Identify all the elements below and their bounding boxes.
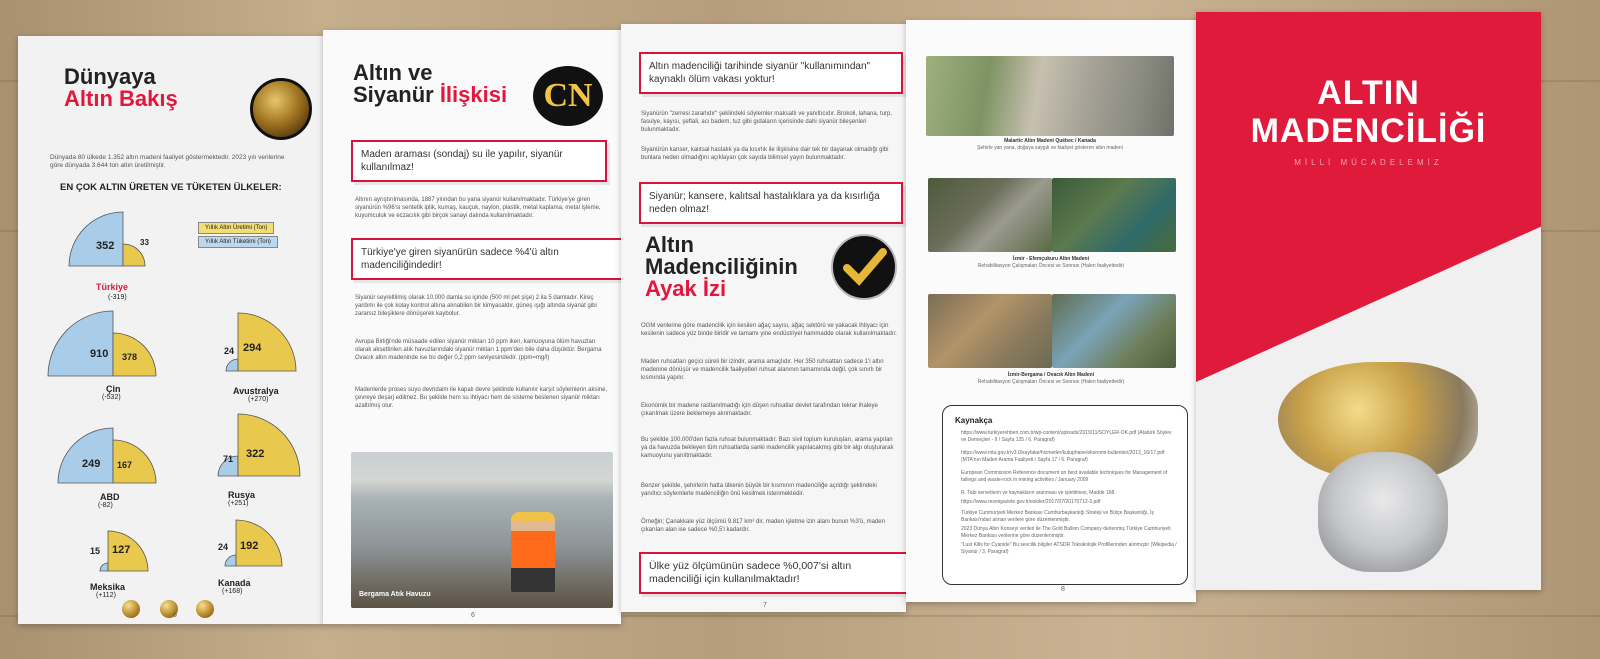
kanada-delta: (+168) xyxy=(222,588,243,595)
kanada-consumption-wedge xyxy=(225,555,236,566)
panel-world-gold-view xyxy=(18,36,323,624)
sources-title: Kaynakça xyxy=(955,416,993,425)
box-four-percent: Türkiye'ye giren siyanürün sadece %4'ü altın madenciliğindedir! xyxy=(351,238,621,280)
abd-consumption-wedge xyxy=(58,428,113,483)
title-line1: Altın xyxy=(645,232,694,257)
sources-box xyxy=(942,405,1188,585)
panel-gold-cyanide xyxy=(323,30,621,624)
cin-name: Çin xyxy=(106,384,121,394)
turkiye-production-wedge xyxy=(123,244,145,266)
para-history: Altının ayrıştırılmasında, 1887 yılından bu yana siyanür kullanılmaktadır. Türkiye'ye giren siyanürün %96'sı sentetik iplik, kumaş, kauçuk, naylon, plastik, metal kaplama, metal işleme, kuyumculuk ve eczacılık gibi birçok sanayi dalında kullanılmaktadır. xyxy=(355,197,601,219)
panel1-intro: Dünyada 80 ülkede 1.352 altın madeni faaliyet göstermektedir. 2023 yılı verilerine göre dünyada 3.644 ton altın üretilmiştir. xyxy=(50,154,285,169)
brochure xyxy=(18,12,1563,647)
para-cancer: Siyanürün kanser, kalıtsal hastalık ya da kısırlık ile ilişkisine dair tek bir dayanak olmadığı gibi bunlara neden olmadığını açıklayan çok sayıda bilimsel yayın bulunmaktadır. xyxy=(641,147,889,161)
source-item: R. Tabi servetlerin ve kaynakların aranması ve işletilmesi, Madde 168. xyxy=(961,490,1116,496)
title-line2a: Siyanür xyxy=(353,82,440,107)
efemcukuru-before-photo xyxy=(928,178,1052,252)
turkiye-production-value: 33 xyxy=(140,238,149,247)
cover-title-line2: MADENCİLİĞİ xyxy=(1250,112,1487,150)
photo-caption: Bergama Atık Havuzu xyxy=(359,591,431,598)
source-item: "Lust Kills for Cyanide" Bu sevcilik bilgiler ATSDR Toksikolojik Profillerinden alınmıştır (Wikipedia / Siyanür / 3. Paragraf) xyxy=(961,542,1177,555)
cn-logo-text: CN xyxy=(543,77,593,114)
cover-subtitle: MİLLİ MÜCADELEMİZ xyxy=(1294,158,1443,167)
turkiye-consumption-value: 352 xyxy=(96,240,115,252)
panel-mine-examples xyxy=(906,20,1196,602)
kanada-production-value: 192 xyxy=(240,540,259,552)
meksika-name: Meksika xyxy=(90,582,126,592)
para-eu-limit: Avrupa Birliği'nde müsaade edilen siyanür miktarı 10 ppm iken, kamuoyuna ölüm havuzları olarak aksettirilen atık havuzlarındaki siyanür miktarı 1 ppm'den bile daha düşüktür. Bergama Ovacık altın madeninde ise bu değer 0,2 ppm seviyesindedir. (ppm=mg/l) xyxy=(355,339,602,361)
gold-ball-icon xyxy=(196,600,214,618)
box-no-cancer: Siyanür; kansere, kalıtsal hastalıklara ya da kısırlığa neden olmaz! xyxy=(639,182,903,224)
para-trees: OGM verilerine göre madencilik için kesilen ağaç sayısı, ağaç sektörü ve yakacak ihtiyacı için kesilenin sadece yüz binde biridir ve tamamı yine endüstriyel hammadde olarak kullanılmaktadır. xyxy=(641,323,897,337)
legend-consumption: Yıllık Altın Tüketimi (Ton) xyxy=(198,236,278,248)
para-hundred-thousand: Bu şekilde 100.000'den fazla ruhsat bulunmaktadır. Bazı sivil toplum kuruluşları, arama yapılan ya da havuzda bekleyen tüm ruhsatlarda sanki madencilik yapılacakmış gibi bir algı oluşturarak kamuoyunu yanıltmaktadır. xyxy=(641,437,894,459)
avustralya-consumption-value: 24 xyxy=(224,346,235,356)
meksika-consumption-wedge xyxy=(100,563,108,571)
meksika-production-value: 127 xyxy=(112,544,131,556)
title-line2: Madenciliğinin xyxy=(645,254,798,279)
turkiye-delta: (-319) xyxy=(108,294,127,301)
page-number: 6 xyxy=(471,612,475,619)
panel3-title xyxy=(645,234,798,300)
source-item: Türkiye Cumhuriyeti Merkez Bankası Cumhurbaşkanlığı Strateji ve Bütçe Başkanlığı, İş Bankası'ndan alınan verilere göre düzenlenmiştir. xyxy=(961,510,1154,523)
cin-consumption-value: 910 xyxy=(90,348,109,360)
meksika-consumption-value: 15 xyxy=(90,546,101,556)
page-number: 5 xyxy=(173,612,177,619)
abd-consumption-value: 249 xyxy=(82,458,101,470)
abd-delta: (-82) xyxy=(98,502,113,509)
box-no-deaths: Altın madenciliği tarihinde siyanür "kullanımından" kaynaklı ölüm vakası yoktur! xyxy=(639,52,903,94)
bergama-pond-photo xyxy=(351,452,613,608)
checkmark-glyph xyxy=(833,236,895,298)
source-item[interactable]: https://www.turkiyerehberi.com.tr/wp-content/uploads/2019/11/SOYLER-OK.pdf (Atatürk Söylev ve Demeçleri - II / Sayfa 125 / 6. Paragraf) xyxy=(961,430,1172,443)
abd-name: ABD xyxy=(100,492,120,502)
malartic-mine-photo xyxy=(926,56,1174,136)
cin-delta: (-532) xyxy=(102,394,121,401)
gold-ore-image xyxy=(1258,342,1498,582)
caption-ovacik-title: İzmir-Bergama / Ovacık Altın Madeni xyxy=(1007,372,1095,378)
abd-production-value: 167 xyxy=(117,460,133,470)
checkmark-icon xyxy=(831,234,897,300)
worker-figure xyxy=(511,512,555,592)
source-item[interactable]: https://www.resmigazete.gov.tr/eskiler/2017/07/20170712-3.pdf xyxy=(961,499,1101,505)
para-process-water: Madenlerde proses suyu devridaim ile kapalı devre şeklinde kullanılır karşıt söylemlerin aksine, çevreye deşarj edilmez. Bu şekilde hem su ihtiyacı hem de sisteme beslenen siyanür miktarı azaltılmış olur. xyxy=(355,387,608,409)
title-line1: Altın ve xyxy=(353,60,433,85)
para-misleading: Benzer şekilde, şehirlerin hatta ülkenin büyük bir kısmının madenciliğe açıldığı şeklindeki yanıltıcı söylemlerle madenciliğin önü kesilmek istenmektedir. xyxy=(641,483,877,497)
rusya-production-wedge xyxy=(238,414,300,476)
avustralya-delta: (+270) xyxy=(248,396,269,403)
rusya-name: Rusya xyxy=(228,490,256,500)
para-licenses: Maden ruhsatları geçici süreli bir izindir, arama amaçlıdır. Her 350 ruhsattan sadece 1'i altın madenine dönüşür ve madencilik faaliyetleri ruhsat alanının tamamında değil, çok sınırlı bir kısmında yapılır. xyxy=(641,359,884,381)
avustralya-name: Avustralya xyxy=(233,386,279,396)
panel-mining-footprint xyxy=(621,24,906,612)
panel-cover xyxy=(1196,12,1541,590)
caption-ovacik-desc: Rehabilitasyon Çalışmaları Öncesi ve Sonrası (Halen faaliyettedir) xyxy=(977,379,1125,385)
caption-malartic-title: Malartic Altın Madeni Québec / Kanada xyxy=(1004,138,1096,144)
source-item: European Commission Reference document on best available techniques for Management of tailings and waste-rock in mining activities / January 2009 xyxy=(961,470,1168,483)
para-economic: Ekonomik bir madene rastlanılmadığı için düşen ruhsatlar devlet tarafından tekrar ihaleye çıkarılmak üzere beklemeye alınmaktadır. xyxy=(641,403,878,417)
para-dilution: Siyanür seyreltilmiş olarak 10.000 damla su içinde (500 ml pet şişe) 2 ila 5 damladır. Kireç yardımı ile çok kolay kontrol altına alınabilen bir kimyasaldır, güneş ışığı altında siyanat gibi zararsız bileşiklere dönüşerek kaybolur. xyxy=(355,295,597,317)
turkiye-name: Türkiye xyxy=(96,282,129,292)
cn-logo-icon xyxy=(533,66,603,126)
cin-production-value: 378 xyxy=(122,352,138,362)
avustralya-consumption-wedge xyxy=(226,359,238,371)
box-land-share: Ülke yüz ölçümünün sadece %0,007'si altın madenciliği için kullanılmaktadır! xyxy=(639,552,906,594)
title-line3: Ayak İzi xyxy=(645,276,727,301)
page-number: 8 xyxy=(1061,586,1065,593)
source-item: 2023 Dünya Altın Konseyi verileri ile The Gold Bullion Company derlenmiş Türkiye Cumhuriyeti Merkez Bankası verilerine göre düzenlenmiştir. xyxy=(961,526,1171,539)
title-line2b: İlişkisi xyxy=(439,82,508,107)
page-number: 7 xyxy=(763,602,767,609)
para-harmless-claim: Siyanürün "zerresi zararlıdır" şeklindeki söylemler maksatlı ve yanıltıcıdır. Brokoli, lahana, turp, fasulye, kayısı, şeftali, acı badem, tuz gibi gıdaların içerisinde dahi siyanür bileşenleri bulunmaktadır. xyxy=(641,111,893,133)
rusya-delta: (+251) xyxy=(228,500,249,507)
caption-malartic-desc: Şehirle yan yana, doğaya saygılı ve faaliyet gösteren altın madeni xyxy=(977,145,1123,151)
panel1-heading: EN ÇOK ALTIN ÜRETEN VE TÜKETEN ÜLKELER: xyxy=(60,182,282,193)
cover-title xyxy=(1196,74,1541,150)
meksika-delta: (+112) xyxy=(96,592,116,599)
cover-title-line1: ALTIN xyxy=(1317,74,1420,112)
gold-ball-icon xyxy=(122,600,140,618)
kanada-consumption-value: 24 xyxy=(218,542,229,552)
cin-consumption-wedge xyxy=(48,311,113,376)
kanada-name: Kanada xyxy=(218,578,251,588)
title-line2: Altın Bakış xyxy=(64,86,178,111)
ovacik-after-photo xyxy=(1052,294,1176,368)
avustralya-production-value: 294 xyxy=(243,342,262,354)
turkiye-consumption-wedge xyxy=(69,212,123,266)
country-charts xyxy=(18,36,323,596)
caption-efemcukuru-title: İzmir - Efemçukuru Altın Madeni xyxy=(1013,256,1089,262)
panel2-title xyxy=(353,62,507,106)
title-line1: Dünyaya xyxy=(64,64,156,89)
efemcukuru-after-photo xyxy=(1052,178,1176,252)
caption-efemcukuru-desc: Rehabilitasyon Çalışmaları Öncesi ve Sonrası (Halen faaliyettedir) xyxy=(977,263,1125,269)
rusya-production-value: 322 xyxy=(246,448,265,460)
source-item[interactable]: https://www.mta.gov.tr/v3.0/sayfalar/hizmetler/kutuphane/ekonomi-bultenleri/2013_16/17.pdf (MTA'nın Maden Arama Faaliyeti / Sayfa 17 / 6. Paragraf) xyxy=(961,450,1165,463)
ovacik-before-photo xyxy=(928,294,1052,368)
cover-red-band xyxy=(1196,12,1541,382)
legend-production: Yıllık Altın Üretimi (Ton) xyxy=(198,222,274,234)
para-canakkale: Örneğin; Çanakkale yüz ölçümü 9.817 km² dir, maden işletme izin alanı bunun %3'ü, maden çıkarılan alan ise sadece %0,5'i kadardır. xyxy=(641,519,885,533)
rusya-consumption-value: 71 xyxy=(223,454,234,464)
box-drilling: Maden araması (sondaj) su ile yapılır, siyanür kullanılmaz! xyxy=(351,140,607,182)
